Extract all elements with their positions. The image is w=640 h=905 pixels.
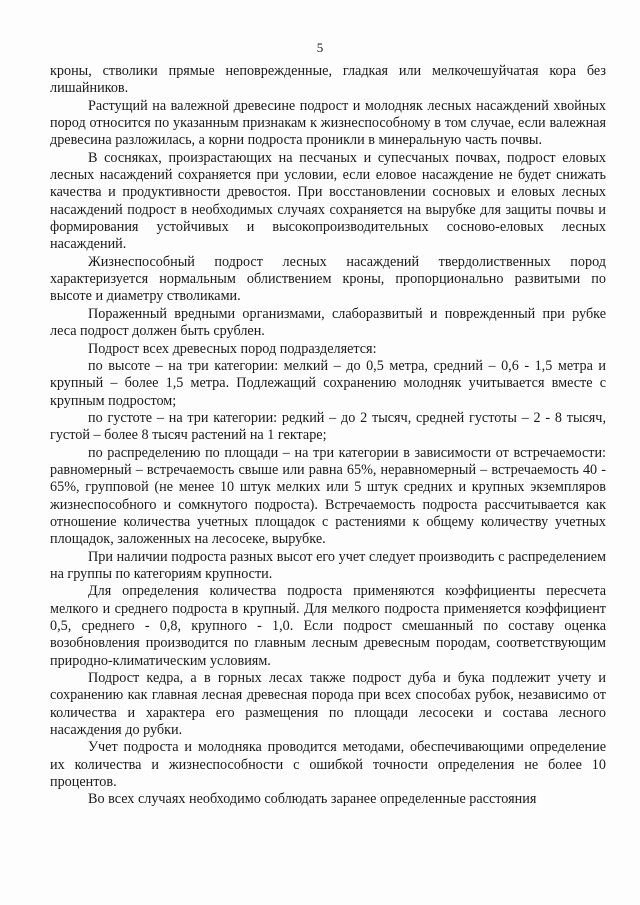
paragraph-accounting-methods: Учет подроста и молодняка проводится методами, обеспечивающими определение их количества и жизнеспособности с ошибкой точности определения не более 10 процентов.: [50, 739, 606, 791]
paragraph-damaged-undergrowth: Пораженный вредными организмами, слаборазвитый и поврежденный при рубке леса подрост должен быть срублен.: [50, 305, 606, 340]
paragraph-pine-spruce: В сосняках, произрастающих на песчаных и супесчаных почвах, подрост еловых лесных насаждений сохраняется при условии, если еловое насаждение не будет снижать качества и продуктивности древостоя. При восстановлении сосновых и еловых лесных насаждений подрост в необходимых случаях сохраняется на вырубке для защиты почвы и формирования устойчивых и высокопроизводительных сосново-еловых лесных насаждений.: [50, 149, 606, 253]
paragraph-distances: Во всех случаях необходимо соблюдать заранее определенные расстояния: [88, 791, 537, 808]
page-number: 5: [316, 40, 324, 55]
paragraph-continuation: кроны, стволики прямые неповрежденные, гладкая или мелкочешуйчатая кора без лишайников.: [50, 63, 606, 97]
paragraph-hardwood-undergrowth: Жизнеспособный подрост лесных насаждений твердолиственных пород характеризуется нормальным облиствением кроны, пропорционально развитыми по высоте и диаметру стволиками.: [50, 253, 606, 305]
paragraph-by-density: по густоте – на три категории: редкий – до 2 тысяч, средней густоты – 2 - 8 тысяч, густой – более 8 тысяч растений на 1 гектаре;: [50, 409, 606, 444]
paragraph-deadwood-undergrowth: Растущий на валежной древесине подрост и молодняк лесных насаждений хвойных пород относится по указанным признакам к жизнеспособному в том случае, если валежная древесина разложилась, а корни подроста проникли в минеральную часть почвы.: [50, 97, 606, 149]
paragraph-cedar-oak-beech: Подрост кедра, а в горных лесах также подрост дуба и бука подлежит учету и сохранению как главная лесная древесная порода при всех способах рубок, независимо от количества и характера его размещения по площади лесосеки и состава лесного насаждения до рубки.: [50, 670, 606, 739]
paragraph-by-distribution: по распределению по площади – на три категории в зависимости от встречаемости: равномерный – встречаемость свыше или равна 65%, неравномерный – встречаемость 40 - 65%, групповой (не менее 10 штук мелких или 5 штук средних и крупных экземпляров жизнеспособного и сомкнутого подроста). Встречаемость подроста рассчитывается как отношение количества учетных площадок с растениями к общему количеству учетных площадок, заложенных на лесосеке, вырубке.: [50, 444, 606, 548]
paragraph-coefficients: Для определения количества подроста применяются коэффициенты пересчета мелкого и среднего подроста в крупный. Для мелкого подроста применяется коэффициент 0,5, среднего - 0,8, крупного - 1,0. Если подрост смешанный по составу оценка возобновления производится по главным лесным древесным породам, соответствующим природно-климатическим условиям.: [50, 583, 606, 669]
paragraph-by-height: по высоте – на три категории: мелкий – до 0,5 метра, средний – 0,6 - 1,5 метра и крупный – более 1,5 метра. Подлежащий сохранению молодняк учитывается вместе с крупным подростом;: [50, 357, 606, 409]
body-text: [50, 63, 606, 809]
paragraph-classification-intro: Подрост всех древесных пород подразделяется:: [88, 340, 377, 357]
paragraph-height-groups: При наличии подроста разных высот его учет следует производить с распределением на группы по категориям крупности.: [50, 548, 606, 582]
